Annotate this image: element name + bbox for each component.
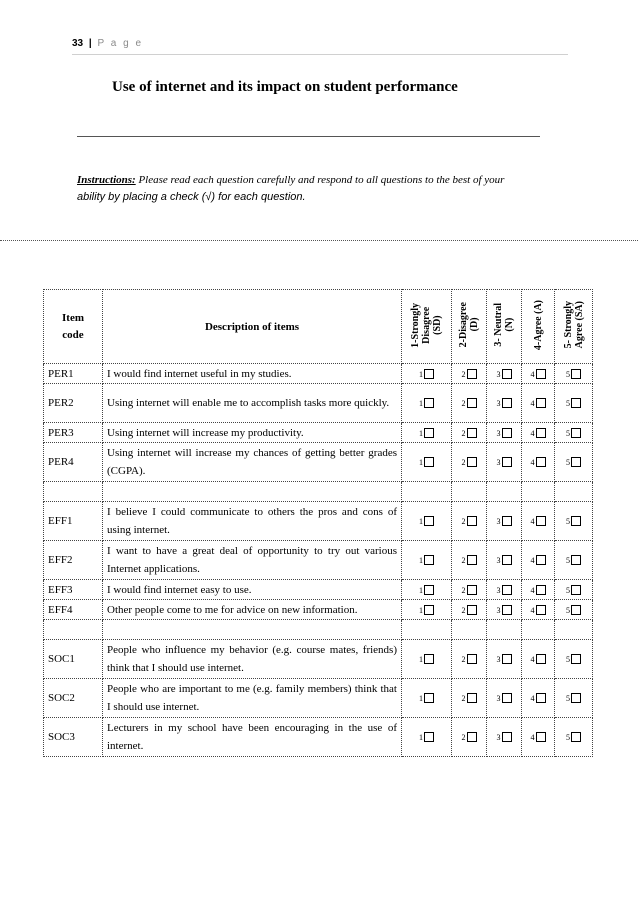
checkbox-icon[interactable] xyxy=(467,585,477,595)
item-description: Other people come to me for advice on new information. xyxy=(103,600,402,620)
option-number: 3 xyxy=(496,555,501,565)
item-code: SOC2 xyxy=(44,679,103,718)
checkbox-icon[interactable] xyxy=(536,428,546,438)
checkbox-icon[interactable] xyxy=(536,654,546,664)
section-divider xyxy=(0,240,638,241)
document-title: Use of internet and its impact on student performance xyxy=(112,79,458,95)
option-number: 4 xyxy=(530,398,535,408)
option-number: 5 xyxy=(566,369,570,379)
checkbox-icon[interactable] xyxy=(571,732,581,742)
option-number: 5 xyxy=(566,585,570,595)
rating-option-5 xyxy=(555,620,593,640)
option-number: 1 xyxy=(419,398,423,408)
rating-option-2[interactable] xyxy=(452,541,487,580)
checkbox-icon[interactable] xyxy=(467,369,477,379)
option-number: 5 xyxy=(566,428,570,438)
option-number: 1 xyxy=(419,585,423,595)
item-code xyxy=(44,620,103,640)
n-line2: (N) xyxy=(504,318,515,332)
table-row xyxy=(44,443,593,482)
checkbox-icon[interactable] xyxy=(502,585,512,595)
option-number: 1 xyxy=(419,693,423,703)
option-number: 3 xyxy=(496,605,501,615)
checkbox-icon[interactable] xyxy=(424,369,434,379)
rating-option-4[interactable] xyxy=(522,541,555,580)
option-number: 5 xyxy=(566,693,570,703)
rating-option-1 xyxy=(402,620,452,640)
rating-option-3[interactable] xyxy=(487,679,522,718)
checkbox-icon[interactable] xyxy=(536,732,546,742)
checkbox-icon[interactable] xyxy=(424,585,434,595)
item-description xyxy=(103,620,402,640)
option-number: 3 xyxy=(496,693,501,703)
checkbox-icon[interactable] xyxy=(536,585,546,595)
rating-option-4[interactable] xyxy=(522,679,555,718)
item-description: Using internet will enable me to accomplish tasks more quickly. xyxy=(103,384,402,423)
n-line1: 3- Neutral xyxy=(493,303,504,347)
rating-option-1[interactable] xyxy=(402,541,452,580)
table-row xyxy=(44,502,593,541)
option-number: 1 xyxy=(419,732,423,742)
option-number: 2 xyxy=(461,732,466,742)
checkbox-icon[interactable] xyxy=(571,398,581,408)
rating-option-2 xyxy=(452,482,487,502)
rating-option-1[interactable] xyxy=(402,580,452,600)
option-number: 2 xyxy=(461,428,466,438)
option-number: 4 xyxy=(530,654,535,664)
checkbox-icon[interactable] xyxy=(502,516,512,526)
item-description xyxy=(103,482,402,502)
rating-option-5[interactable] xyxy=(555,600,593,620)
sa-line1: 5- Strongly xyxy=(562,301,574,349)
checkbox-icon[interactable] xyxy=(536,693,546,703)
sd-line3: (SD) xyxy=(432,315,443,335)
item-code: PER2 xyxy=(44,384,103,423)
col-item-code-line1: Item xyxy=(62,311,84,324)
d-line1: 2-Disagree xyxy=(458,302,469,348)
header-separator: | xyxy=(88,38,92,49)
option-number: 5 xyxy=(566,516,570,526)
option-number: 2 xyxy=(461,555,466,565)
option-number: 2 xyxy=(461,369,466,379)
col-agree xyxy=(522,290,555,364)
option-number: 2 xyxy=(461,516,466,526)
col-neutral xyxy=(487,290,522,364)
rating-option-2[interactable] xyxy=(452,640,487,679)
option-number: 3 xyxy=(496,516,501,526)
rating-option-4[interactable] xyxy=(522,443,555,482)
option-number: 4 xyxy=(530,555,535,565)
checkbox-icon[interactable] xyxy=(502,693,512,703)
rating-option-5[interactable] xyxy=(555,541,593,580)
checkbox-icon[interactable] xyxy=(424,516,434,526)
option-number: 3 xyxy=(496,585,501,595)
checkbox-icon[interactable] xyxy=(467,555,477,565)
checkbox-icon[interactable] xyxy=(571,457,581,467)
item-description: I would find internet easy to use. xyxy=(103,580,402,600)
rating-option-3[interactable] xyxy=(487,541,522,580)
table-row xyxy=(44,384,593,423)
rating-option-2 xyxy=(452,620,487,640)
option-number: 1 xyxy=(419,555,423,565)
col-description: Description of items xyxy=(103,290,402,364)
checkbox-icon[interactable] xyxy=(424,732,434,742)
option-number: 2 xyxy=(461,398,466,408)
option-number: 4 xyxy=(530,693,535,703)
option-number: 3 xyxy=(496,457,501,467)
item-description: Using internet will increase my chances of getting better grades (CGPA). xyxy=(103,443,402,482)
option-number: 4 xyxy=(530,732,535,742)
rating-option-5[interactable] xyxy=(555,502,593,541)
checkbox-icon[interactable] xyxy=(467,693,477,703)
rating-option-5[interactable] xyxy=(555,640,593,679)
option-number: 5 xyxy=(566,457,570,467)
item-description: People who are important to me (e.g. family members) think that I should use internet. xyxy=(103,679,402,718)
checkbox-icon[interactable] xyxy=(502,428,512,438)
checkbox-icon[interactable] xyxy=(467,732,477,742)
checkbox-icon[interactable] xyxy=(571,693,581,703)
rating-option-5 xyxy=(555,482,593,502)
rating-option-5[interactable] xyxy=(555,443,593,482)
rating-option-2[interactable] xyxy=(452,443,487,482)
item-description: I believe I could communicate to others the pros and cons of using internet. xyxy=(103,502,402,541)
rating-option-1[interactable] xyxy=(402,423,452,443)
table-row xyxy=(44,640,593,679)
item-description: I would find internet useful in my studies. xyxy=(103,364,402,384)
rating-option-2[interactable] xyxy=(452,364,487,384)
checkbox-icon[interactable] xyxy=(502,605,512,615)
table-row xyxy=(44,541,593,580)
rating-option-4[interactable] xyxy=(522,423,555,443)
option-number: 5 xyxy=(566,654,570,664)
checkbox-icon[interactable] xyxy=(502,732,512,742)
rating-option-1[interactable] xyxy=(402,502,452,541)
option-number: 4 xyxy=(530,585,535,595)
checkbox-icon[interactable] xyxy=(571,555,581,565)
rating-option-4[interactable] xyxy=(522,580,555,600)
rating-option-3[interactable] xyxy=(487,443,522,482)
col-item-code-line2: code xyxy=(62,328,84,341)
instructions xyxy=(77,172,572,206)
checkbox-icon[interactable] xyxy=(571,585,581,595)
option-number: 3 xyxy=(496,732,501,742)
item-code: EFF1 xyxy=(44,502,103,541)
item-description: Lecturers in my school have been encouraging in the use of internet. xyxy=(103,718,402,757)
rating-option-4[interactable] xyxy=(522,384,555,423)
option-number: 4 xyxy=(530,605,535,615)
checkbox-icon[interactable] xyxy=(467,654,477,664)
option-number: 1 xyxy=(419,369,423,379)
rating-option-1[interactable] xyxy=(402,443,452,482)
item-code: EFF4 xyxy=(44,600,103,620)
option-number: 3 xyxy=(496,398,501,408)
checkbox-icon[interactable] xyxy=(502,369,512,379)
rating-option-1 xyxy=(402,482,452,502)
checkbox-icon[interactable] xyxy=(424,654,434,664)
rating-option-2[interactable] xyxy=(452,718,487,757)
table-row xyxy=(44,718,593,757)
sd-line2: Disagree xyxy=(421,306,432,344)
option-number: 1 xyxy=(419,516,423,526)
rating-option-4 xyxy=(522,482,555,502)
item-code: PER4 xyxy=(44,443,103,482)
d-line2: (D) xyxy=(469,318,480,332)
rating-option-3[interactable] xyxy=(487,580,522,600)
checkbox-icon[interactable] xyxy=(467,457,477,467)
sa-line2: Agree (SA) xyxy=(573,301,585,349)
option-number: 2 xyxy=(461,693,466,703)
option-number: 5 xyxy=(566,732,570,742)
rating-option-2[interactable] xyxy=(452,502,487,541)
rating-option-4[interactable] xyxy=(522,718,555,757)
rating-option-1[interactable] xyxy=(402,640,452,679)
option-number: 5 xyxy=(566,555,570,565)
instructions-line1: Please read each question carefully and respond to all questions to the best of your xyxy=(135,174,505,186)
checkbox-icon[interactable] xyxy=(571,605,581,615)
rating-option-3[interactable] xyxy=(487,640,522,679)
item-code: EFF2 xyxy=(44,541,103,580)
option-number: 4 xyxy=(530,369,535,379)
item-code xyxy=(44,482,103,502)
checkbox-icon[interactable] xyxy=(424,457,434,467)
option-number: 5 xyxy=(566,398,570,408)
rating-option-4[interactable] xyxy=(522,600,555,620)
rating-option-4[interactable] xyxy=(522,640,555,679)
instructions-lead: Instructions: xyxy=(77,174,136,186)
sd-line1: 1-Strongly xyxy=(410,302,421,348)
col-disagree xyxy=(452,290,487,364)
rating-option-3 xyxy=(487,482,522,502)
checkbox-icon[interactable] xyxy=(467,398,477,408)
table-row xyxy=(44,423,593,443)
instructions-line2: ability by placing a check (√) for each question. xyxy=(77,191,306,203)
option-number: 4 xyxy=(530,457,535,467)
option-number: 2 xyxy=(461,605,466,615)
col-strongly-disagree xyxy=(402,290,452,364)
rating-option-2[interactable] xyxy=(452,580,487,600)
rating-option-3[interactable] xyxy=(487,384,522,423)
col-strongly-agree xyxy=(555,290,593,364)
checkbox-icon[interactable] xyxy=(502,555,512,565)
option-number: 5 xyxy=(566,605,570,615)
spacer-row xyxy=(44,620,593,640)
option-number: 3 xyxy=(496,428,501,438)
table-row xyxy=(44,679,593,718)
option-number: 2 xyxy=(461,654,466,664)
rating-option-4 xyxy=(522,620,555,640)
option-number: 3 xyxy=(496,369,501,379)
item-code: EFF3 xyxy=(44,580,103,600)
rating-option-1[interactable] xyxy=(402,384,452,423)
option-number: 4 xyxy=(530,428,535,438)
rating-option-2[interactable] xyxy=(452,423,487,443)
rating-option-5[interactable] xyxy=(555,384,593,423)
rating-option-3[interactable] xyxy=(487,600,522,620)
rating-option-1[interactable] xyxy=(402,600,452,620)
option-number: 2 xyxy=(461,457,466,467)
checkbox-icon[interactable] xyxy=(571,369,581,379)
option-number: 1 xyxy=(419,428,423,438)
checkbox-icon[interactable] xyxy=(424,693,434,703)
checkbox-icon[interactable] xyxy=(424,398,434,408)
checkbox-icon[interactable] xyxy=(536,369,546,379)
checkbox-icon[interactable] xyxy=(424,428,434,438)
item-code: PER1 xyxy=(44,364,103,384)
rating-option-2[interactable] xyxy=(452,679,487,718)
item-code: SOC3 xyxy=(44,718,103,757)
rating-option-3 xyxy=(487,620,522,640)
checkbox-icon[interactable] xyxy=(571,428,581,438)
checkbox-icon[interactable] xyxy=(571,654,581,664)
rating-option-2[interactable] xyxy=(452,384,487,423)
rating-option-1[interactable] xyxy=(402,679,452,718)
checkbox-icon[interactable] xyxy=(467,605,477,615)
item-code: SOC1 xyxy=(44,640,103,679)
table-row xyxy=(44,580,593,600)
table-row xyxy=(44,364,593,384)
checkbox-icon[interactable] xyxy=(536,398,546,408)
col-item-code xyxy=(44,290,103,364)
option-number: 1 xyxy=(419,457,423,467)
item-description: Using internet will increase my productivity. xyxy=(103,423,402,443)
rating-option-3[interactable] xyxy=(487,364,522,384)
checkbox-icon[interactable] xyxy=(424,605,434,615)
item-description: People who influence my behavior (e.g. course mates, friends) think that I should use internet. xyxy=(103,640,402,679)
rating-option-4[interactable] xyxy=(522,502,555,541)
checkbox-icon[interactable] xyxy=(571,516,581,526)
item-code: PER3 xyxy=(44,423,103,443)
rating-option-4[interactable] xyxy=(522,364,555,384)
rating-option-5[interactable] xyxy=(555,718,593,757)
option-number: 3 xyxy=(496,654,501,664)
checkbox-icon[interactable] xyxy=(536,555,546,565)
checkbox-icon[interactable] xyxy=(502,654,512,664)
item-description: I want to have a great deal of opportunity to try out various Internet applications. xyxy=(103,541,402,580)
rating-option-3[interactable] xyxy=(487,423,522,443)
rating-option-5[interactable] xyxy=(555,423,593,443)
rating-option-3[interactable] xyxy=(487,502,522,541)
survey-table xyxy=(43,289,593,757)
checkbox-icon[interactable] xyxy=(502,457,512,467)
page-number: 33 xyxy=(72,38,84,49)
option-number: 2 xyxy=(461,585,466,595)
rating-option-5[interactable] xyxy=(555,364,593,384)
page-label: P a g e xyxy=(97,38,144,49)
checkbox-icon[interactable] xyxy=(467,516,477,526)
checkbox-icon[interactable] xyxy=(502,398,512,408)
rating-option-2[interactable] xyxy=(452,600,487,620)
a-line1: 4-Agree (A) xyxy=(532,299,544,351)
rating-option-3[interactable] xyxy=(487,718,522,757)
option-number: 1 xyxy=(419,654,423,664)
rating-option-5[interactable] xyxy=(555,679,593,718)
rating-option-1[interactable] xyxy=(402,364,452,384)
checkbox-icon[interactable] xyxy=(467,428,477,438)
spacer-row xyxy=(44,482,593,502)
option-number: 4 xyxy=(530,516,535,526)
checkbox-icon[interactable] xyxy=(424,555,434,565)
checkbox-icon[interactable] xyxy=(536,457,546,467)
checkbox-icon[interactable] xyxy=(536,605,546,615)
header-divider xyxy=(72,54,568,55)
rating-option-1[interactable] xyxy=(402,718,452,757)
checkbox-icon[interactable] xyxy=(536,516,546,526)
table-row xyxy=(44,600,593,620)
option-number: 1 xyxy=(419,605,423,615)
header-row xyxy=(44,290,593,364)
rating-option-5[interactable] xyxy=(555,580,593,600)
page-header xyxy=(72,38,572,49)
title-rule xyxy=(77,136,540,137)
